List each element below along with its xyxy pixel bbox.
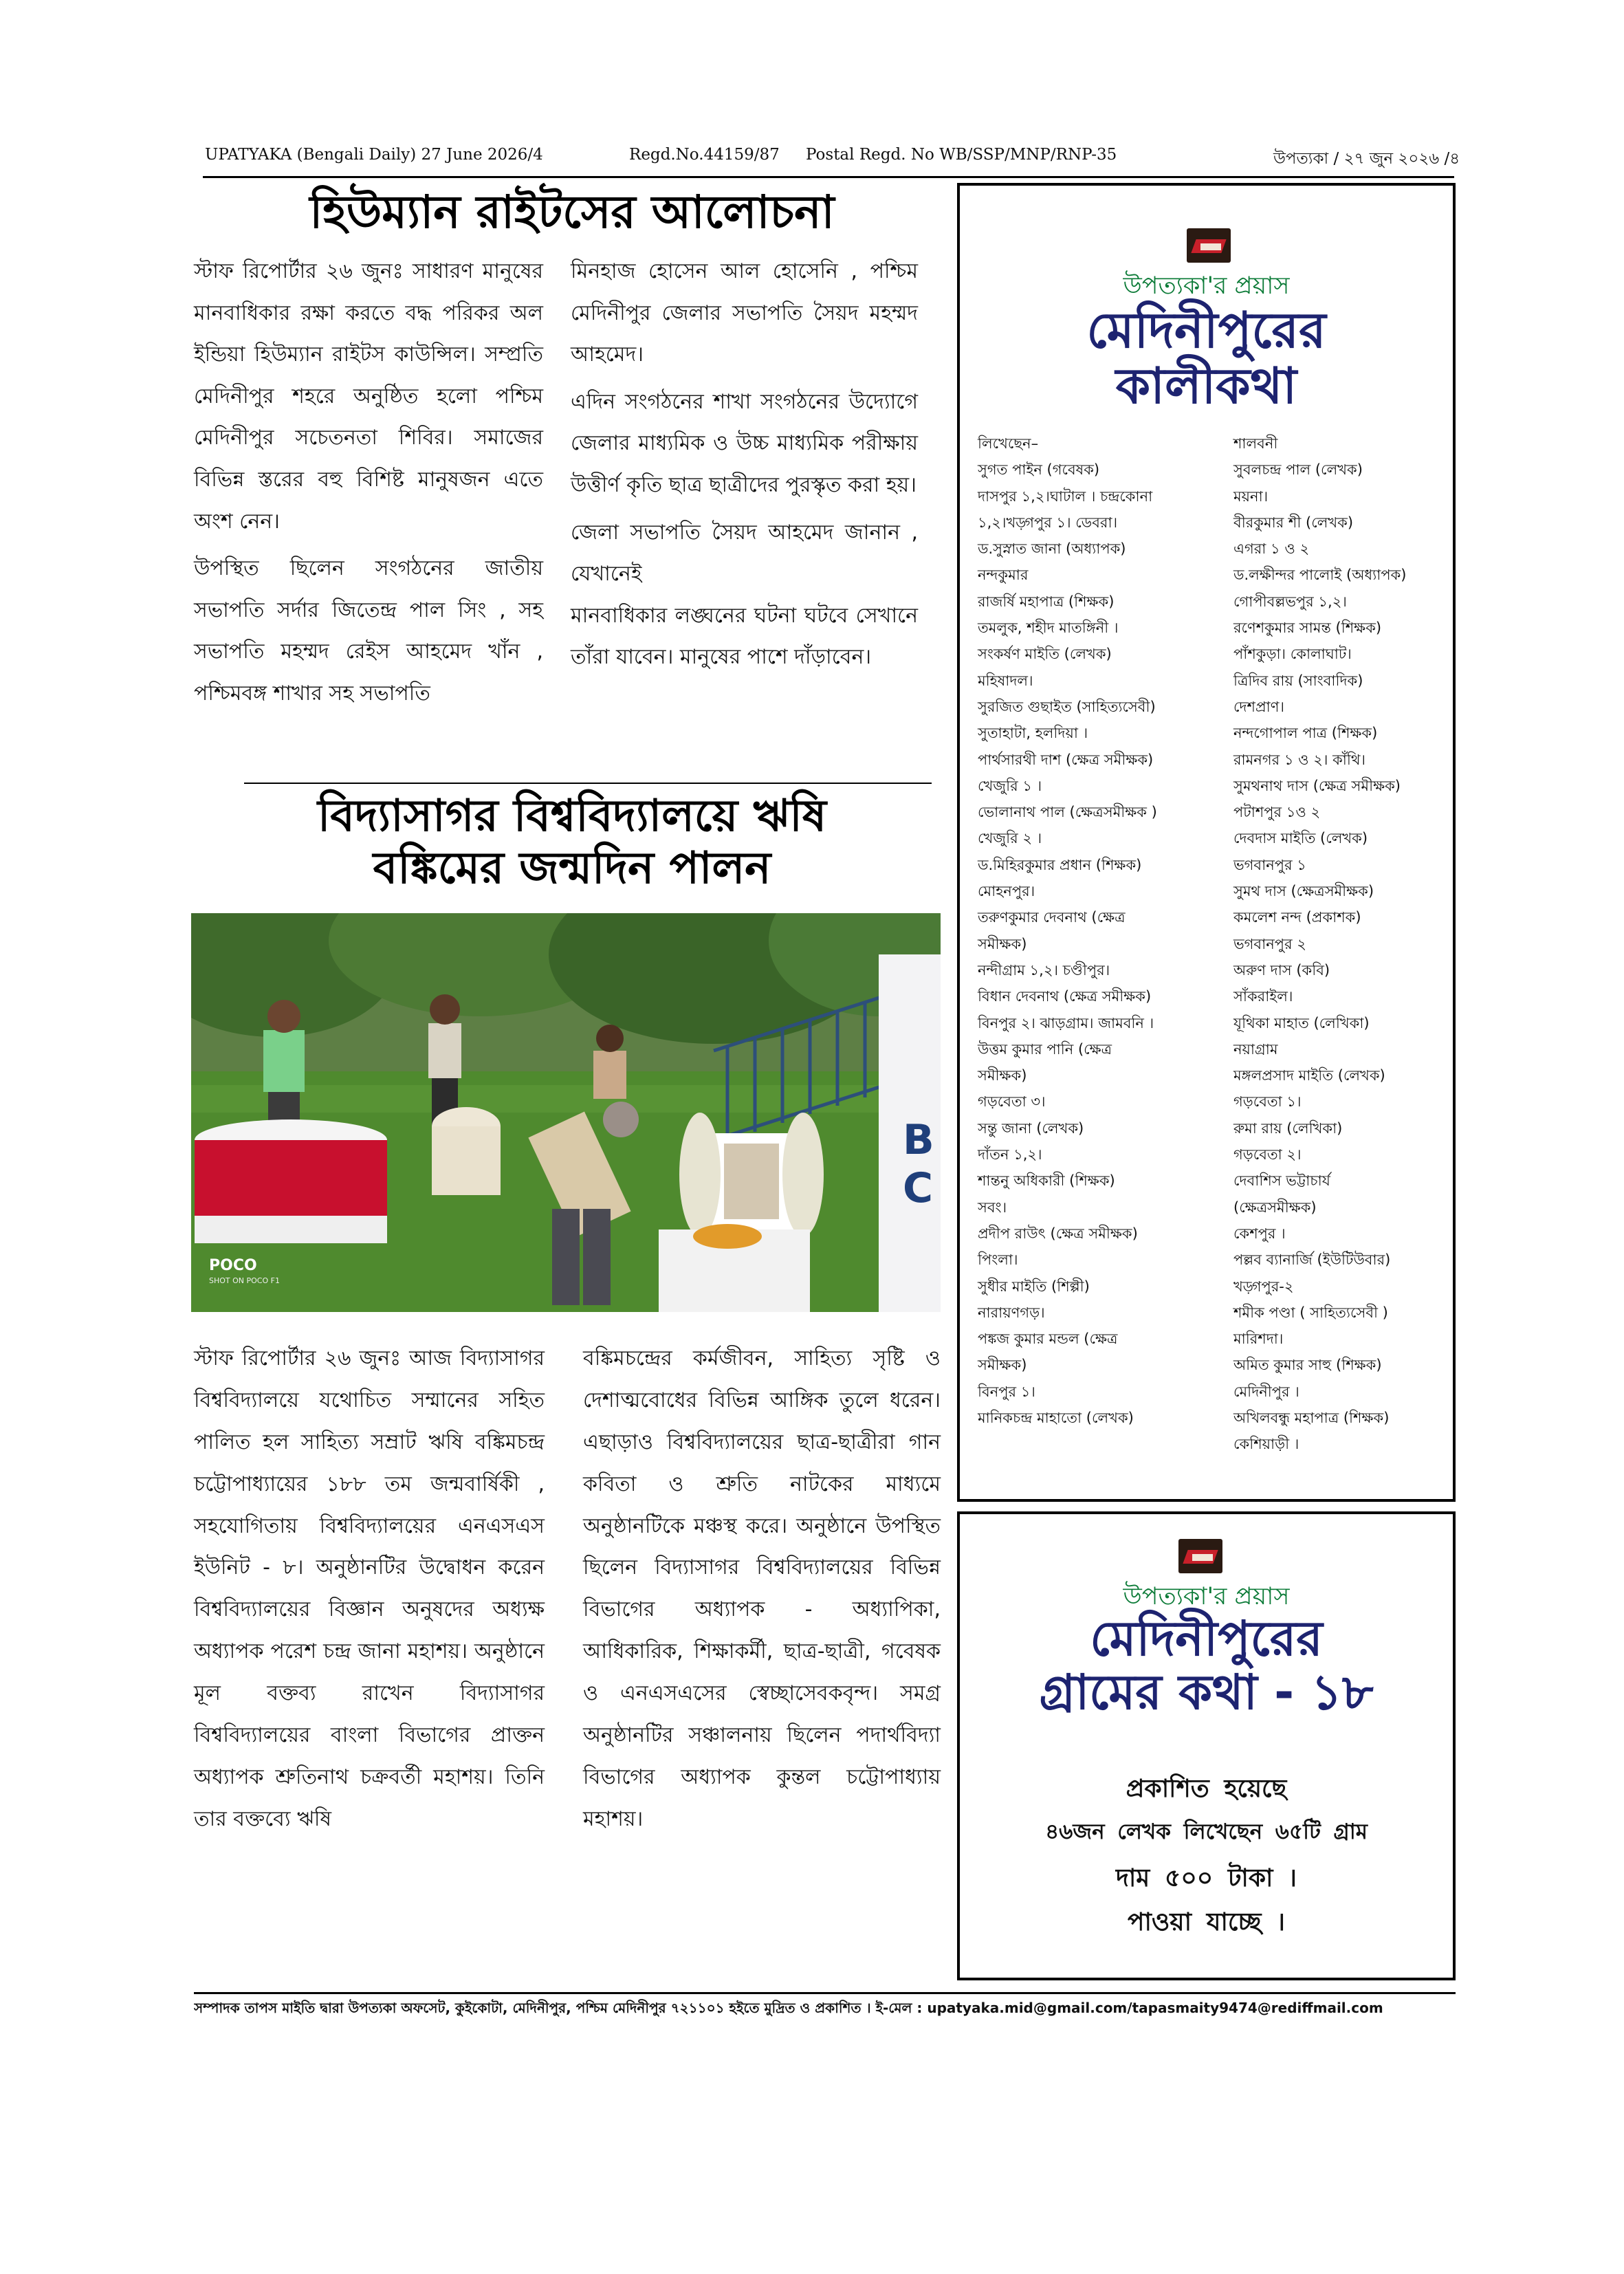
article1-col2-para-2: এদিন সংগঠনের শাখা সংগঠনের উদ্যোগে জেলার মাধ্যমিক ও উচ্চ মাধ্যমিক পরীক্ষায় উত্তীর্ণ কৃতি ছাত্র ছাত্রীদের পুরস্কৃত করা হয়।	[571, 389, 918, 497]
author-entry: পটাশপুর ১ও ২	[1233, 804, 1321, 821]
author-entry: দাসপুর ১,২।ঘাটাল । চন্দ্রকোনা	[978, 488, 1153, 505]
article2-headline	[194, 791, 950, 895]
author-entry: খেজুরি ১ ।	[978, 777, 1042, 794]
author-entry: সমীক্ষক)	[978, 1357, 1027, 1374]
publisher-logo-2	[1178, 1539, 1222, 1573]
author-entry: খেজুরি ২ ।	[978, 830, 1042, 847]
author-entry: সুধীর মাইতি (শিল্পী)	[978, 1278, 1090, 1295]
author-entry: (ক্ষেত্রসমীক্ষক)	[1233, 1199, 1317, 1216]
author-entry: সন্তু জানা (লেখক)	[978, 1119, 1084, 1137]
author-entry: কমলেশ নন্দ (প্রকাশক)	[1233, 909, 1361, 926]
author-entry: গড়বেতা ৩।	[978, 1093, 1046, 1111]
article1-column-1	[194, 251, 543, 721]
author-entry: কেশিয়াড়ী ।	[1233, 1436, 1299, 1453]
masthead-postal: Postal Regd. No WB/SSP/MNP/RNP-35	[806, 146, 1117, 164]
author-entry: মঙ্গলপ্রসাদ মাইতি (লেখক)	[1233, 1067, 1385, 1084]
author-entry: শান্তনু অধিকারী (শিক্ষক)	[978, 1172, 1115, 1190]
author-entry: ড.সুস্নাত জানা (অধ্যাপক)	[978, 540, 1126, 558]
article1-col1-para-2: উপস্থিত ছিলেন সংগঠনের জাতীয় সভাপতি সর্দার জিতেন্দ্র পাল সিং , সহ সভাপতি মহম্মদ রেইস আহমেদ খাঁন , পশ্চিমবঙ্গ শাখার সহ সভাপতি	[194, 556, 543, 706]
author-entry: সমীক্ষক)	[978, 935, 1027, 952]
author-entry: ভোলানাথ পাল (ক্ষেত্রসমীক্ষক )	[978, 804, 1157, 821]
article2-column-1	[194, 1338, 545, 1846]
author-entry: রাজর্ষি মহাপাত্র (শিক্ষক)	[978, 593, 1115, 610]
author-entry: বিনপুর ১।	[978, 1383, 1035, 1400]
ad2-published: প্রকাশিত হয়েছে	[1126, 1775, 1287, 1803]
article2-col2-para-1: বঙ্কিমচন্দ্রের কর্মজীবন, সাহিত্য সৃষ্টি ও দেশাত্মবোধের বিভিন্ন আঙ্গিক তুলে ধরেন। এছাড়াও বিশ্ববিদ্যালয়ের ছাত্র-ছাত্রীরা গান কবিতা ও শ্রুতি নাটকের মাধ্যমে অনুষ্ঠানটিকে মঞ্চস্থ করে। অনুষ্ঠানে উপস্থিত ছিলেন বিদ্যাসাগর বিশ্ববিদ্যালয়ের বিভিন্ন বিভাগের অধ্যাপক - অধ্যাপিকা, আধিকারিক, শিক্ষাকর্মী, ছাত্র-ছাত্রী, গবেষক ও এনএসএসের স্বেচ্ছাসেবকবৃন্দ। সমগ্র অনুষ্ঠানটির সঞ্চালনায় ছিলেন পদার্থবিদ্যা বিভাগের অধ্যাপক কুন্তল চট্টোপাধ্যায় মহাশয়।	[583, 1346, 941, 1831]
author-entry: ড.লক্ষীন্দর পালোই (অধ্যাপক)	[1233, 567, 1407, 584]
author-entry: সুবলচন্দ্র পাল (লেখক)	[1233, 461, 1363, 479]
author-entry: অরুণ দাস (কবি)	[1233, 961, 1330, 979]
author-entry: খড়্গপুর-২	[1233, 1278, 1294, 1295]
ad1-authors-right	[1233, 430, 1406, 1458]
ad-box-kalikatha	[957, 183, 1456, 1502]
author-entry: এগরা ১ ও ২	[1233, 540, 1310, 558]
author-entry: ত্রিদিব রায় (সাংবাদিক)	[1233, 672, 1363, 689]
article2-col1-para-1: স্টাফ রিপোর্টার ২৬ জুনঃ আজ বিদ্যাসাগর বিশ্ববিদ্যালয়ে যথোচিত সম্মানের সহিত পালিত হল সাহিত্য সম্রাট ঋষি বঙ্কিমচন্দ্র চট্টোপাধ্যায়ের ১৮৮ তম জন্মবার্ষিকী , সহযোগিতায় বিশ্ববিদ্যালয়ের এনএসএস ইউনিট - ৮। অনুষ্ঠানটির উদ্বোধন করেন বিশ্ববিদ্যালয়ের বিজ্ঞান অনুষদের অধ্যক্ষ অধ্যাপক পরেশ চন্দ্র জানা মহাশয়। অনুষ্ঠানে মূল বক্তব্য রাখেন বিদ্যাসাগর বিশ্ববিদ্যালয়ের বাংলা বিভাগের প্রাক্তন অধ্যাপক শ্রুতিনাথ চক্রবর্তী মহাশয়। তিনি তার বক্তব্যে ঋষি	[194, 1346, 545, 1831]
author-entry: মেদিনীপুর ।	[1233, 1383, 1299, 1400]
ad1-title-line-2: কালীকথা	[1115, 356, 1297, 415]
article1-headline: হিউম্যান রাইটসের আলোচনা	[309, 186, 835, 239]
author-entry: তরুণকুমার দেবনাথ (ক্ষেত্র	[978, 909, 1126, 926]
author-entry: মানিকচন্দ্র মাহাতো (লেখক)	[978, 1409, 1134, 1426]
author-entry: শমীক পণ্ডা ( সাহিত্যসেবী )	[1233, 1304, 1388, 1321]
ad1-title-line-1: মেদিনীপুরের	[1086, 301, 1326, 359]
author-entry: বিনপুর ২। ঝাড়গ্রাম। জামবনি ।	[978, 1014, 1154, 1031]
masthead-right: উপত্যকা / ২৭ জুন ২০২৬ /৪	[1273, 150, 1460, 168]
ad2-title-line-1: মেদিনীপুরের	[1090, 1610, 1323, 1667]
ad1-title	[960, 303, 1453, 413]
author-entry: পার্থসারথী দাশ (ক্ষেত্র সমীক্ষক)	[978, 751, 1154, 768]
author-entry: সবং।	[978, 1199, 1007, 1216]
author-entry: পিংলা।	[978, 1251, 1018, 1269]
photo-watermark: POCO	[209, 1257, 257, 1274]
author-entry: নন্দীগ্রাম ১,২। চণ্ডীপুর।	[978, 961, 1110, 979]
banner-text-1: B	[903, 1116, 934, 1164]
event-photo	[191, 913, 941, 1312]
author-entry: রুমা রায় (লেখিকা)	[1233, 1119, 1343, 1137]
author-entry: পাঁশকুড়া। কোলাঘাট।	[1233, 646, 1352, 663]
author-entry: গোপীবল্লভপুর ১,২।	[1233, 593, 1347, 610]
ad1-kicker: উপত্যকা'র প্রয়াস	[1123, 272, 1290, 300]
author-entry: গড়বেতা ১।	[1233, 1093, 1302, 1111]
article2-headline-line-1: বিদ্যাসাগর বিশ্ববিদ্যালয়ে ঋষি	[318, 791, 826, 842]
author-entry: নন্দকুমার	[978, 567, 1029, 584]
footer-imprint: সম্পাদক তাপস মাইতি দ্বারা উপত্যকা অফসেট, কুইকোটা, মেদিনীপুর, পশ্চিম মেদিনীপুর ৭২১১০১ হইতে মুদ্রিত ও প্রকাশিত । ই-মেল : upatyaka.mid@gmail.com/tapasmaity9474@rediffmail.com	[194, 2000, 1383, 2016]
ad2-price: দাম ৫০০ টাকা ।	[1115, 1864, 1297, 1892]
ad-box-gramer-katha	[957, 1511, 1456, 1980]
author-entry: কেশপুর ।	[1233, 1225, 1286, 1242]
author-entry: প্রদীপ রাউৎ (ক্ষেত্র সমীক্ষক)	[978, 1225, 1138, 1242]
author-entry: শালবনী	[1233, 435, 1278, 452]
author-entry: মারিশদা।	[1233, 1331, 1284, 1348]
author-entry: সুমথ দাস (ক্ষেত্রসমীক্ষক)	[1233, 883, 1374, 900]
author-entry: দেশপ্রাণ।	[1233, 698, 1284, 715]
author-entry: ময়না।	[1233, 488, 1269, 505]
publisher-logo	[1187, 228, 1231, 263]
author-entry: তমলুক, শহীদ মাতঙ্গিনী ।	[978, 620, 1119, 637]
article2-headline-line-2: বঙ্কিমের জন্মদিন পালন	[373, 842, 771, 894]
article1-column-2	[571, 251, 918, 684]
author-entry: পঙ্কজ কুমার মন্ডল (ক্ষেত্র	[978, 1331, 1118, 1348]
author-entry: দেবাশিস ভট্টাচার্য	[1233, 1172, 1330, 1190]
masthead-regd: Regd.No.44159/87	[629, 146, 780, 164]
masthead-left: UPATYAKA (Bengali Daily) 27 June 2026/4	[205, 146, 543, 164]
article-divider	[244, 783, 932, 784]
author-entry: সুরজিত গুছাইত (সাহিত্যসেবী)	[978, 698, 1156, 715]
author-entry: অখিলবন্ধু মহাপাত্র (শিক্ষক)	[1233, 1409, 1390, 1426]
author-entry: যূথিকা মাহাত (লেখিকা)	[1233, 1014, 1370, 1031]
ad2-title	[960, 1612, 1453, 1720]
author-entry: সুগত পাইন (গবেষক)	[978, 461, 1100, 479]
author-entry: ভগবানপুর ১	[1233, 856, 1306, 873]
author-entry: বীরকুমার শী (লেখক)	[1233, 514, 1354, 531]
author-entry: মহিষাদল।	[978, 672, 1033, 689]
article2-column-2	[583, 1338, 941, 1846]
article1-col1-para-1: স্টাফ রিপোর্টার ২৬ জুনঃ সাধারণ মানুষের মানবাধিকার রক্ষা করতে বদ্ধ পরিকর অল ইন্ডিয়া হিউম্যান রাইটস কাউন্সিল। সম্প্রতি মেদিনীপুর শহরে অনুষ্ঠিত হলো পশ্চিম মেদিনীপুর সচেতনতা শিবির। সমাজের বিভিন্ন স্তরের বহু বিশিষ্ট মানুষজন এতে অংশ নেন।	[194, 259, 543, 534]
author-entry: লিখেছেন–	[978, 435, 1039, 452]
banner-text-2: C	[903, 1164, 934, 1212]
ad2-kicker: উপত্যকা'র প্রয়াস	[1123, 1583, 1290, 1610]
author-entry: রামনগর ১ ও ২। কাঁথি।	[1233, 751, 1365, 768]
author-entry: নন্দগোপাল পাত্র (শিক্ষক)	[1233, 725, 1378, 742]
author-entry: সংকর্ষণ মাইতি (লেখক)	[978, 646, 1112, 663]
author-entry: সমীক্ষক)	[978, 1067, 1027, 1084]
ad1-authors-left	[978, 430, 1157, 1431]
event-photo-scene	[191, 913, 941, 1312]
photo-watermark-sub: SHOT ON POCO F1	[209, 1276, 280, 1285]
article1-col2-para-4: মানবাধিকার লঙ্ঘনের ঘটনা ঘটবে সেখানে তাঁরা যাবেন। মানুষের পাশে দাঁড়াবেন।	[571, 603, 918, 670]
author-entry: মোহনপুর।	[978, 883, 1035, 900]
author-entry: পল্লব ব্যানার্জি (ইউটিউবার)	[1233, 1251, 1391, 1269]
author-entry: ড.মিহিরকুমার প্রধান (শিক্ষক)	[978, 856, 1142, 873]
author-entry: উত্তম কুমার পানি (ক্ষেত্র	[978, 1040, 1112, 1058]
author-entry: দেবদাস মাইতি (লেখক)	[1233, 830, 1368, 847]
author-entry: রণেশকুমার সামন্ত (শিক্ষক)	[1233, 620, 1382, 637]
author-entry: অমিত কুমার সাহু (শিক্ষক)	[1233, 1357, 1382, 1374]
footer-rule	[194, 1992, 1456, 1994]
author-entry: বিধান দেবনাথ (ক্ষেত্র সমীক্ষক)	[978, 988, 1152, 1005]
author-entry: সুতাহাটা, হলদিয়া ।	[978, 725, 1088, 742]
author-entry: নারায়ণগড়।	[978, 1304, 1045, 1321]
article1-col2-para-1: মিনহাজ হোসেন আল হোসেনি , পশ্চিম মেদিনীপুর জেলার সভাপতি সৈয়দ মহম্মদ আহমেদ।	[571, 259, 918, 367]
article1-col2-para-3: জেলা সভাপতি সৈয়দ আহমেদ জানান , যেখানেই	[571, 520, 918, 587]
ad2-title-line-2: গ্রামের কথা - ১৮	[1039, 1664, 1374, 1721]
ad2-availability: পাওয়া যাচ্ছে ।	[1128, 1908, 1285, 1936]
author-entry: নয়াগ্রাম	[1233, 1040, 1278, 1058]
author-entry: ১,২।খড়্গপুর ১। ডেবরা।	[978, 514, 1118, 531]
author-entry: সুমথনাথ দাস (ক্ষেত্র সমীক্ষক)	[1233, 777, 1401, 794]
author-entry: সাঁকরাইল।	[1233, 988, 1293, 1005]
author-entry: দাঁতন ১,২।	[978, 1146, 1042, 1163]
ad2-authors-count: ৪৬জন লেখক লিখেছেন ৬৫টি গ্রাম	[1045, 1819, 1368, 1844]
author-entry: গড়বেতা ২।	[1233, 1146, 1302, 1163]
masthead-rule	[203, 176, 1454, 178]
author-entry: ভগবানপুর ২	[1233, 935, 1306, 952]
